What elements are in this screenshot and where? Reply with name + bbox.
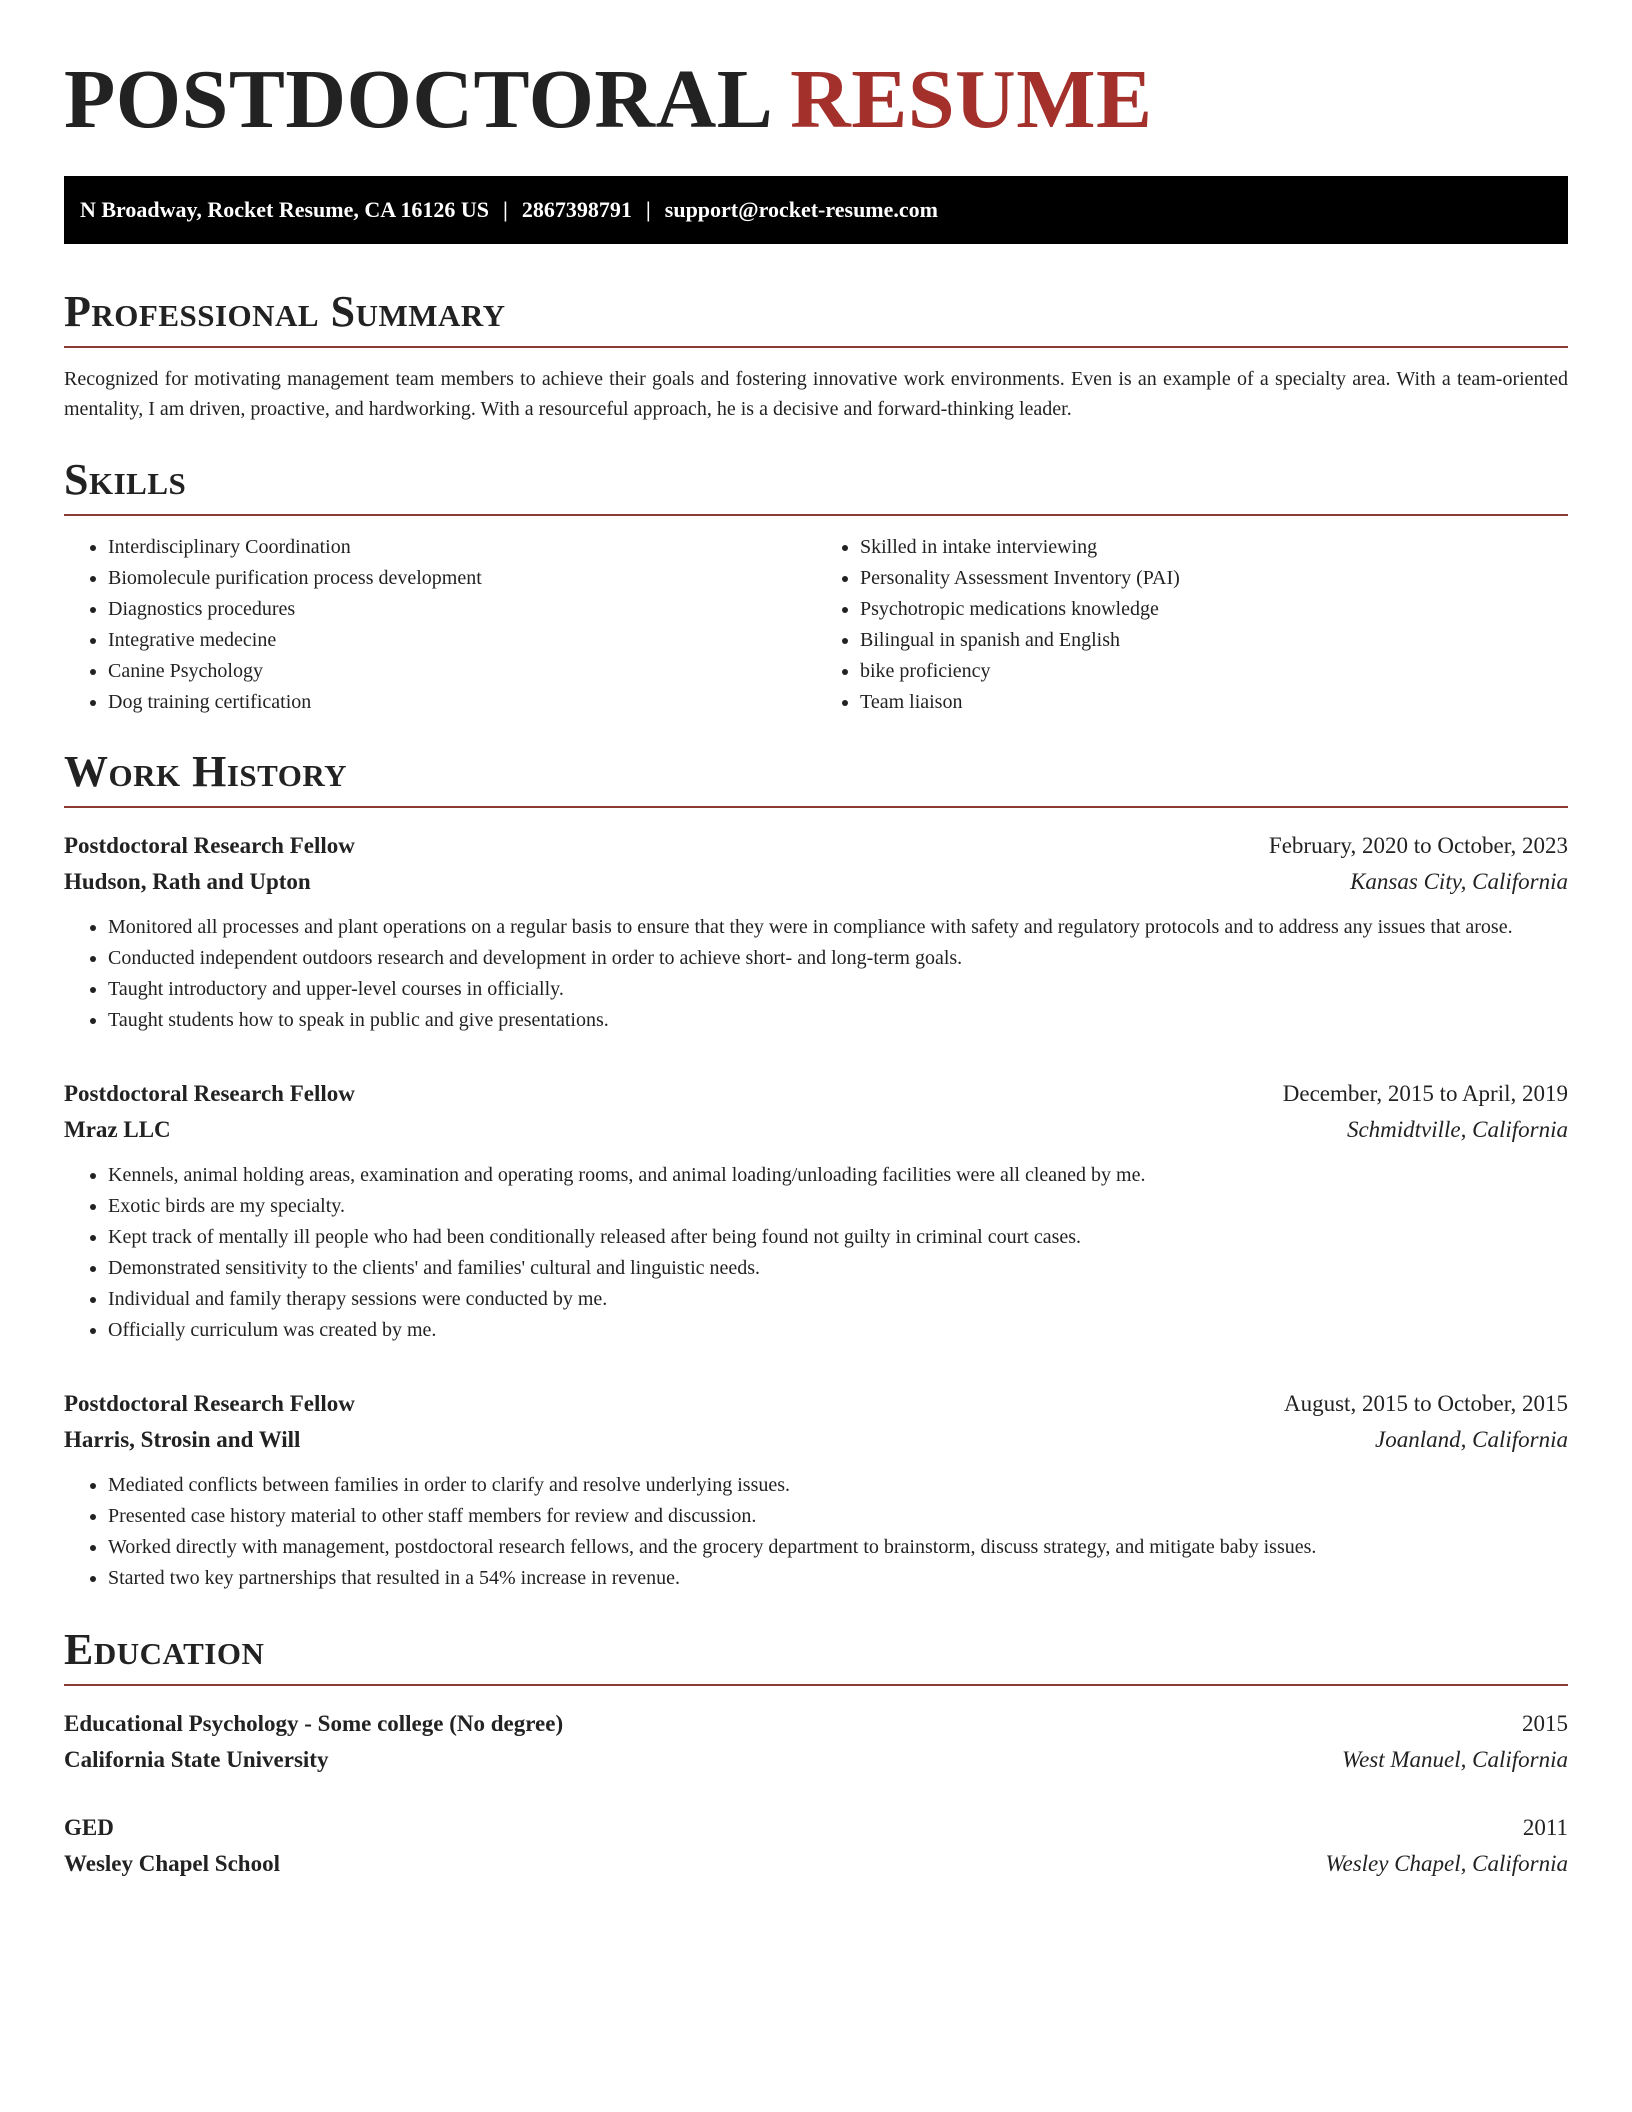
duty-item: • Exotic birds are my specialty. bbox=[108, 1191, 1568, 1222]
duty-item: • Taught students how to speak in public and give presentations. bbox=[108, 1005, 1568, 1036]
education-entry bbox=[64, 1706, 1568, 1778]
edu-year: 2011 bbox=[1522, 1815, 1568, 1840]
skill-item: • Team liaison bbox=[860, 687, 1568, 718]
job-location: Joanland, California bbox=[1375, 1427, 1568, 1452]
education-heading: Education bbox=[64, 1622, 1568, 1686]
summary-text: Recognized for motivating management team members to achieve their goals and fostering innovative work environments. Even is an example of a specialty area. With a team-oriented mentality, I am driven, proactive, and hardworking. With a resourceful approach, he is a decisive and forward-thinking leader. bbox=[64, 368, 1568, 420]
resume-title bbox=[64, 0, 1568, 144]
skill-item: • Integrative medecine bbox=[108, 625, 816, 656]
job-dates: August, 2015 to October, 2015 bbox=[1284, 1391, 1568, 1416]
title-part2: RESUME bbox=[790, 53, 1153, 146]
title-part1: POSTDOCTORAL bbox=[64, 53, 769, 146]
skills-column-left bbox=[64, 532, 816, 718]
job-entry bbox=[64, 1386, 1568, 1594]
edu-school: Wesley Chapel School bbox=[64, 1851, 280, 1876]
skill-item: • Canine Psychology bbox=[108, 656, 816, 687]
skill-item: • Diagnostics procedures bbox=[108, 594, 816, 625]
edu-degree: Educational Psychology - Some college (No degree) bbox=[64, 1711, 564, 1736]
edu-location: West Manuel, California bbox=[1342, 1747, 1568, 1772]
edu-year: 2015 bbox=[1522, 1711, 1568, 1736]
skill-item: • Psychotropic medications knowledge bbox=[860, 594, 1568, 625]
contact-address: N Broadway, Rocket Resume, CA 16126 US bbox=[80, 197, 490, 222]
job-entry bbox=[64, 828, 1568, 1036]
job-title: Postdoctoral Research Fellow bbox=[64, 1391, 355, 1416]
skill-item: • Biomolecule purification process development bbox=[108, 563, 816, 594]
education-entry bbox=[64, 1810, 1568, 1882]
duty-item: • Officially curriculum was created by me. bbox=[108, 1315, 1568, 1346]
skill-item: • Personality Assessment Inventory (PAI) bbox=[860, 563, 1568, 594]
edu-degree: GED bbox=[64, 1815, 114, 1840]
contact-bar bbox=[64, 176, 1568, 244]
contact-separator: | bbox=[645, 197, 651, 222]
job-company: Mraz LLC bbox=[64, 1117, 171, 1142]
skill-item: • Skilled in intake interviewing bbox=[860, 532, 1568, 563]
job-duties bbox=[64, 1160, 1568, 1346]
job-title: Postdoctoral Research Fellow bbox=[64, 833, 355, 858]
duty-item: • Started two key partnerships that resulted in a 54% increase in revenue. bbox=[108, 1563, 1568, 1594]
duty-item: • Worked directly with management, postdoctoral research fellows, and the grocery department to brainstorm, discuss strategy, and mitigate baby issues. bbox=[108, 1532, 1568, 1563]
work-history-heading: Work History bbox=[64, 744, 1568, 808]
skill-item: • Bilingual in spanish and English bbox=[860, 625, 1568, 656]
duty-item: • Kept track of mentally ill people who had been conditionally released after being found not guilty in criminal court cases. bbox=[108, 1222, 1568, 1253]
edu-location: Wesley Chapel, California bbox=[1325, 1851, 1568, 1876]
job-location: Schmidtville, California bbox=[1346, 1117, 1568, 1142]
duty-item: • Taught introductory and upper-level courses in officially. bbox=[108, 974, 1568, 1005]
job-duties bbox=[64, 1470, 1568, 1594]
duty-item: • Mediated conflicts between families in order to clarify and resolve underlying issues. bbox=[108, 1470, 1568, 1501]
skills-heading: Skills bbox=[64, 452, 1568, 516]
job-title: Postdoctoral Research Fellow bbox=[64, 1081, 355, 1106]
job-dates: December, 2015 to April, 2019 bbox=[1282, 1081, 1568, 1106]
duty-item: • Conducted independent outdoors research and development in order to achieve short- and long-term goals. bbox=[108, 943, 1568, 974]
skill-item: • bike proficiency bbox=[860, 656, 1568, 687]
duty-item: • Demonstrated sensitivity to the clients' and families' cultural and linguistic needs. bbox=[108, 1253, 1568, 1284]
skills-list bbox=[64, 532, 1568, 718]
skill-item: • Dog training certification bbox=[108, 687, 816, 718]
job-company: Hudson, Rath and Upton bbox=[64, 869, 311, 894]
job-company: Harris, Strosin and Will bbox=[64, 1427, 301, 1452]
summary-heading: Professional Summary bbox=[64, 284, 1568, 348]
skills-column-right bbox=[816, 532, 1568, 718]
contact-phone[interactable]: 2867398791 bbox=[521, 197, 632, 222]
contact-email[interactable]: support@rocket-resume.com bbox=[664, 197, 938, 222]
duty-item: • Presented case history material to other staff members for review and discussion. bbox=[108, 1501, 1568, 1532]
duty-item: • Individual and family therapy sessions were conducted by me. bbox=[108, 1284, 1568, 1315]
skill-item: • Interdisciplinary Coordination bbox=[108, 532, 816, 563]
contact-separator: | bbox=[503, 197, 508, 222]
duty-item: • Kennels, animal holding areas, examination and operating rooms, and animal loading/unloading facilities were all cleaned by me. bbox=[108, 1160, 1568, 1191]
job-duties bbox=[64, 912, 1568, 1036]
job-location: Kansas City, California bbox=[1350, 869, 1568, 894]
job-dates: February, 2020 to October, 2023 bbox=[1268, 833, 1568, 858]
edu-school: California State University bbox=[64, 1747, 329, 1772]
job-entry bbox=[64, 1076, 1568, 1346]
duty-item: • Monitored all processes and plant operations on a regular basis to ensure that they were in compliance with safety and regulatory protocols and to address any issues that arose. bbox=[108, 912, 1568, 943]
